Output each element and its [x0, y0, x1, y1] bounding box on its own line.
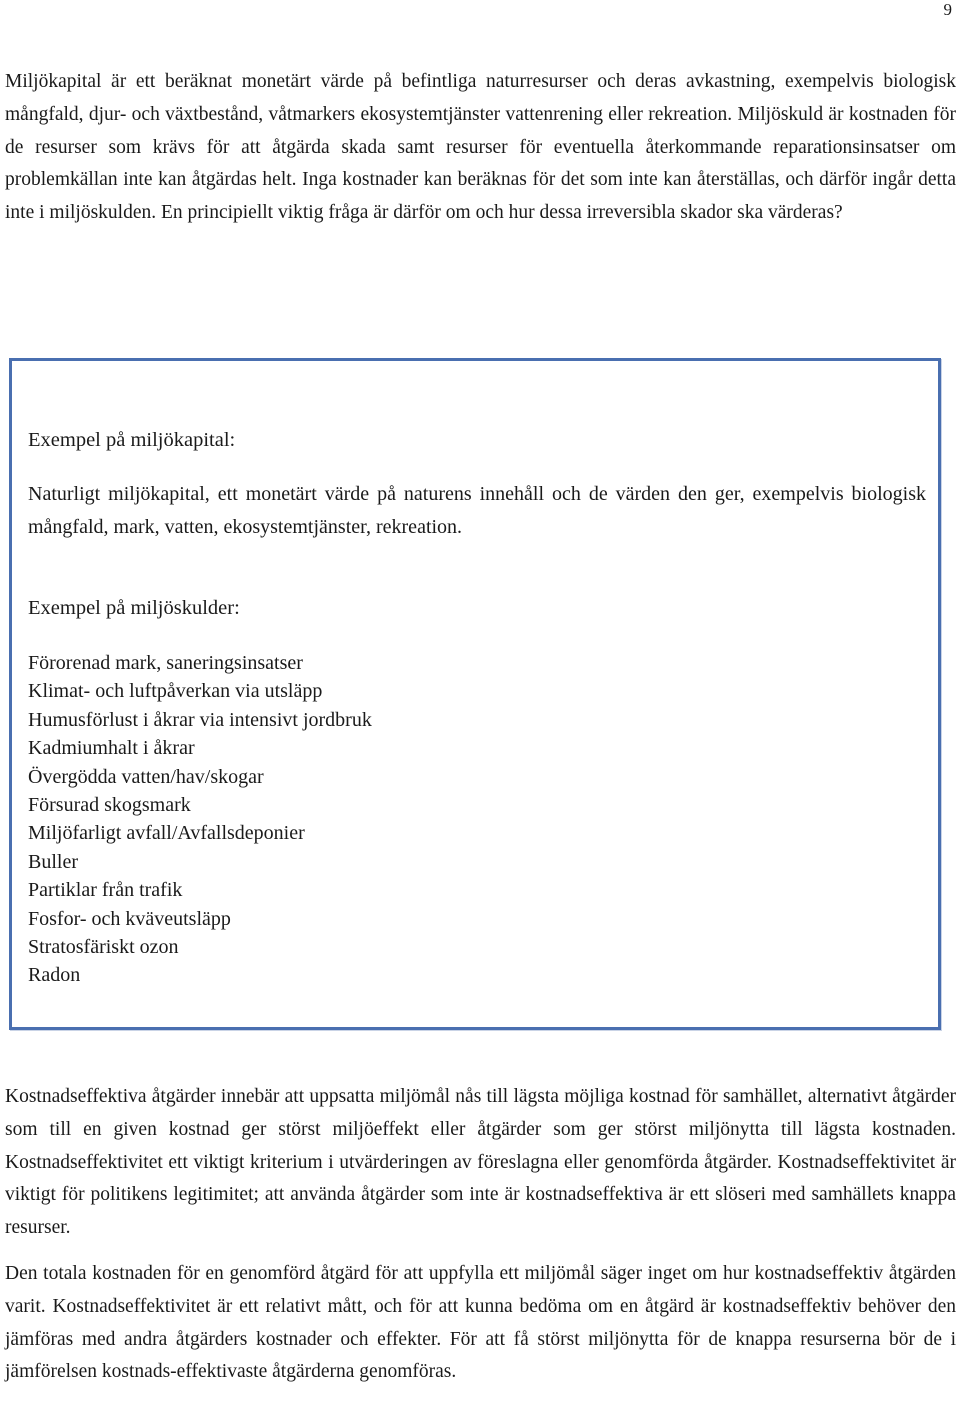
- list-item: Radon: [28, 964, 81, 987]
- list-item: Miljöfarligt avfall/Avfallsdeponier: [28, 822, 305, 845]
- capital-examples-heading: Exempel på miljökapital:: [28, 429, 236, 451]
- list-item: Humusförlust i åkrar via intensivt jordbruk: [28, 708, 372, 731]
- list-item: Fosfor- och kväveutsläpp: [28, 907, 231, 930]
- examples-box: [9, 358, 941, 1030]
- paragraph-total-cost: Den totala kostnaden för en genomförd åtgärd för att uppfylla ett miljömål säger inget om hur kostnadseffektiv åtgärden varit. Kostnadseffektivitet är ett relativt mått, och för att kunna bedöma om en åtgärd är kostnadseffektiv behöver den jämföras med andra åtgärders kostnader och effekter. För att få störst miljönytta för de knappa resurserna bör de i jämförelsen kostnads-effektivaste åtgärderna genomföras.: [5, 1263, 956, 1383]
- list-item: Försurad skogsmark: [28, 794, 191, 817]
- capital-examples-text: Naturligt miljökapital, ett monetärt värde på naturens innehåll och de värden den ger, exempelvis biologisk mångfald, mark, vatten, ekosystemtjänster, rekreation.: [28, 483, 926, 538]
- paragraph-cost-effective-measures: Kostnadseffektiva åtgärder innebär att uppsatta miljömål nås till lägsta möjliga kostnad för samhället, alternativt åtgärder som till en given kostnad ger störst miljöeffekt eller åtgärder som ger störst miljönytta till lägsta kostnaden. Kostnadseffektivitet ett viktigt kriterium i utvärderingen av föreslagna eller genomförda åtgärder. Kostnadseffektivitet är viktigt för politikens legitimitet; att använda åtgärder som inte är kostnadseffektiva är ett slöseri med samhällets knappa resurser.: [5, 1086, 956, 1239]
- debt-examples-heading: Exempel på miljöskulder:: [28, 597, 240, 619]
- debt-examples-list: [28, 649, 372, 990]
- list-item: Övergödda vatten/hav/skogar: [28, 765, 264, 788]
- list-item: Partiklar från trafik: [28, 879, 183, 902]
- page-number: 9: [943, 0, 952, 19]
- list-item: Stratosfäriskt ozon: [28, 936, 179, 959]
- list-item: Buller: [28, 850, 78, 873]
- list-item: Förorenad mark, saneringsinsatser: [28, 652, 303, 674]
- list-item: Kadmiumhalt i åkrar: [28, 737, 195, 760]
- paragraph-environmental-capital-definition: Miljökapital är ett beräknat monetärt värde på befintliga naturresurser och deras avkastning, exempelvis biologisk mångfald, djur- och växtbestånd, våtmarkers ekosystemtjänster vattenrening eller rekreation. Miljöskuld är kostnaden för de resurser som krävs för att åtgärda skada samt resurser för eventuella återkommande reparationsinsatser om problemkällan inte kan åtgärdas helt. Inga kostnader kan beräknas för det som inte kan återställas, och därför ingår detta inte i miljöskulden. En principiellt viktig fråga är därför om och hur dessa irreversibla skador ska värderas?: [5, 71, 956, 224]
- list-item: Klimat- och luftpåverkan via utsläpp: [28, 680, 323, 703]
